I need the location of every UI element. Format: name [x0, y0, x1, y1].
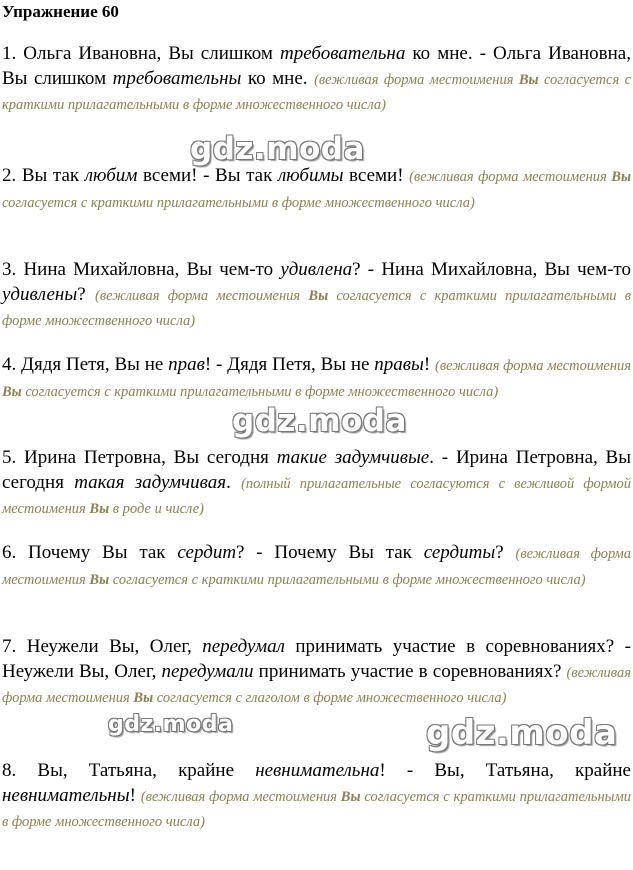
emphasized-word: сердиты	[423, 542, 496, 563]
emphasized-word: невнимательны	[2, 784, 130, 806]
sentence-item-7: 7. Неужели Вы, Олег, передумал принимать участие в соревнованиях? - Неужели Вы, Олег, передумали принимать участие в соревнованиях? (вежливая форма местоимения Вы согласуется с глаголом в форме множественного числа)	[2, 636, 631, 706]
watermark-logo: gdz.moda	[190, 131, 365, 167]
watermark-logo: gdz.moda	[108, 712, 234, 737]
emphasized-word: невнимательна	[255, 760, 380, 781]
sentence-item-2: 2. Вы так любим всеми! - Вы так любимы всеми! (вежливая форма местоимения Вы согласуется с краткими прилагательными в форме множественного числа)	[2, 165, 632, 211]
grammar-note: (вежливая форма местоимения Вы согласуется с глаголом в форме множественного числа)	[2, 664, 631, 706]
grammar-note: (вежливая форма местоимения Вы согласуется с краткими прилагательными в форме множественного числа)	[2, 287, 631, 329]
grammar-note: (вежливая форма местоимения Вы согласуется с краткими прилагательными в форме множественного числа)	[2, 546, 632, 588]
emphasized-word: требовательны	[112, 67, 242, 89]
grammar-note: (вежливая форма местоимения Вы согласуется с краткими прилагательными в форме множественного числа)	[2, 71, 632, 113]
emphasized-word: такая задумчивая	[74, 471, 227, 493]
sentence-item-8: 8. Вы, Татьяна, крайне невнимательна! - Вы, Татьяна, крайне невнимательны! (вежливая форма местоимения Вы согласуется с краткими прилагательными в форме множественного числа)	[2, 760, 632, 830]
emphasized-word: удивлены	[2, 283, 78, 305]
sentence-item-3: 3. Нина Михайловна, Вы чем-то удивлена? - Нина Михайловна, Вы чем-то удивлены? (вежливая форма местоимения Вы согласуется с краткими прилагательными в форме множественного числа)	[2, 259, 631, 329]
sentence-item-6: 6. Почему Вы так сердит? - Почему Вы так сердиты? (вежливая форма местоимения Вы согласуется с краткими прилагательными в форме множественного числа)	[2, 542, 632, 588]
emphasized-word: требовательна	[279, 43, 406, 64]
emphasized-word: сердит	[177, 542, 237, 563]
emphasized-word: любим	[84, 165, 138, 186]
emphasized-word: любимы	[277, 165, 344, 186]
watermark-logo: gdz.moda	[426, 713, 618, 753]
emphasized-word: правы	[374, 354, 424, 375]
emphasized-word: такие задумчивые	[276, 447, 430, 468]
grammar-note: (полный прилагательные согласуются с вежливой формой местоимения Вы в роде и числе)	[2, 475, 631, 517]
grammar-note: (вежливая форма местоимения Вы согласуется с краткими прилагательными в форме множественного числа)	[2, 358, 632, 400]
watermark-logo: gdz.moda	[232, 403, 407, 439]
emphasized-word: прав	[168, 354, 205, 375]
sentence-item-5: 5. Ирина Петровна, Вы сегодня такие задумчивые. - Ирина Петровна, Вы сегодня такая задумчивая. (полный прилагательные согласуются с вежливой формой местоимения Вы в роде и числе)	[2, 447, 631, 517]
sentence-item-1: 1. Ольга Ивановна, Вы слишком требовательна ко мне. - Ольга Ивановна, Вы слишком требовательны ко мне. (вежливая форма местоимения Вы согласуется с краткими прилагательными в форме множественного числа)	[2, 43, 632, 113]
grammar-note: (вежливая форма местоимения Вы согласуется с краткими прилагательными в форме множественного числа)	[2, 169, 632, 211]
exercise-title: Упражнение 60	[2, 2, 119, 21]
emphasized-word: передумали	[161, 660, 254, 682]
grammar-note: (вежливая форма местоимения Вы согласуется с краткими прилагательными в форме множественного числа)	[2, 788, 632, 830]
emphasized-word: удивлена	[280, 259, 353, 280]
emphasized-word: передумал	[202, 636, 285, 657]
sentence-item-4: 4. Дядя Петя, Вы не прав! - Дядя Петя, Вы не правы! (вежливая форма местоимения Вы согласуется с краткими прилагательными в форме множественного числа)	[2, 354, 632, 400]
